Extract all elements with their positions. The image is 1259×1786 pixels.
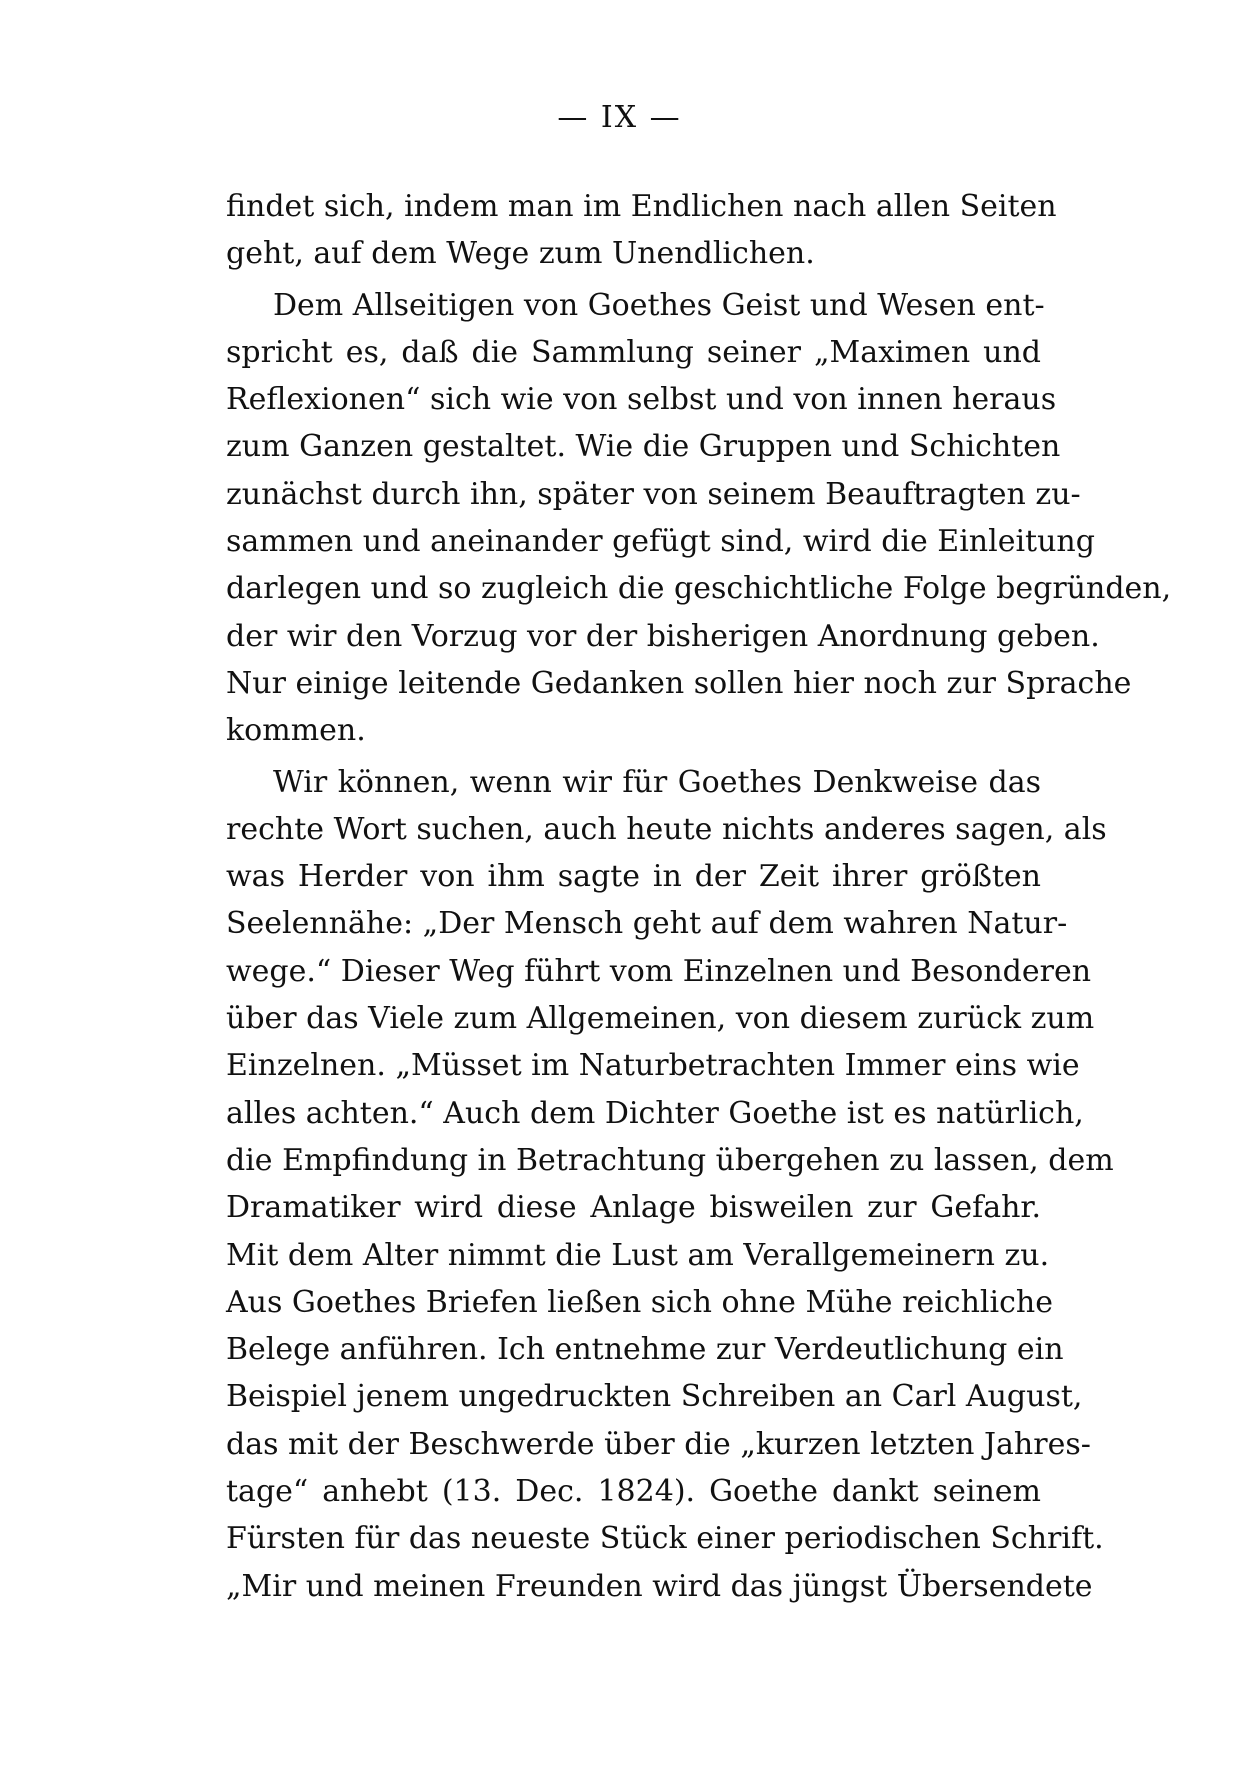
text-line: über das Viele zum Allgemeinen, von diesem zurück zum [226, 1001, 1095, 1037]
text-line: Einzelnen. „Müsset im Naturbetrachten Immer eins wie [226, 1048, 1080, 1084]
paragraph [226, 759, 1114, 1610]
text-line: die Empfindung in Betrachtung übergehen zu lassen, dem [226, 1142, 1114, 1178]
text-body [226, 183, 1172, 1610]
text-line: alles achten.“ Auch dem Dichter Goethe ist es natürlich, [226, 1095, 1084, 1131]
text-line: Dem Allseitigen von Goethes Geist und Wesen ent- [273, 287, 1045, 323]
text-line: Aus Goethes Briefen ließen sich ohne Mühe reichliche [226, 1284, 1053, 1320]
text-line: rechte Wort suchen, auch heute nichts anderes sagen, als [226, 811, 1107, 847]
text-line: Wir können, wenn wir für Goethes Denkweise das [273, 764, 1041, 800]
text-line: Fürsten für das neueste Stück einer periodischen Schrift. [226, 1521, 1104, 1557]
text-line: der wir den Vorzug vor der bisherigen Anordnung geben. [226, 618, 1100, 654]
text-line: Nur einige leitende Gedanken sollen hier noch zur Sprache [226, 665, 1132, 701]
text-line: zum Ganzen gestaltet. Wie die Gruppen und Schichten [226, 429, 1061, 465]
text-line: sammen und aneinander gefügt sind, wird die Einleitung [226, 524, 1095, 560]
text-line: „Mir und meinen Freunden wird das jüngst Übersendete [226, 1568, 1093, 1604]
text-line: geht, auf dem Wege zum Unendlichen. [226, 236, 815, 272]
text-line: kommen. [226, 713, 366, 749]
text-line: Mit dem Alter nimmt die Lust am Verallgemeinern zu. [226, 1237, 1050, 1273]
paragraph [226, 282, 1172, 755]
text-line: darlegen und so zugleich die geschichtliche Folge begründen, [226, 571, 1172, 607]
text-line: wege.“ Dieser Weg führt vom Einzelnen und Besonderen [226, 953, 1092, 989]
text-line: Dramatiker wird diese Anlage bisweilen zur Gefahr. [226, 1190, 1041, 1226]
text-line: was Herder von ihm sagte in der Zeit ihrer größten [226, 859, 1041, 895]
page-number: — IX — [557, 100, 682, 135]
text-line: findet sich, indem man im Endlichen nach allen Seiten [226, 189, 1057, 224]
text-line: tage“ anhebt (13. Dec. 1824). Goethe dankt seinem [226, 1474, 1041, 1510]
text-line: Beispiel jenem ungedruckten Schreiben an Carl August, [226, 1379, 1083, 1415]
text-line: Seelennähe: „Der Mensch geht auf dem wahren Natur- [226, 906, 1068, 942]
text-line: spricht es, daß die Sammlung seiner „Maximen und [226, 334, 1041, 370]
text-line: zunächst durch ihn, später von seinem Beauftragten zu- [226, 476, 1081, 512]
text-line: das mit der Beschwerde über die „kurzen letzten Jahres- [226, 1426, 1091, 1462]
text-line: Belege anführen. Ich entnehme zur Verdeutlichung ein [226, 1332, 1064, 1368]
paragraph [226, 183, 1057, 278]
text-line: Reflexionen“ sich wie von selbst und von innen heraus [226, 382, 1057, 418]
